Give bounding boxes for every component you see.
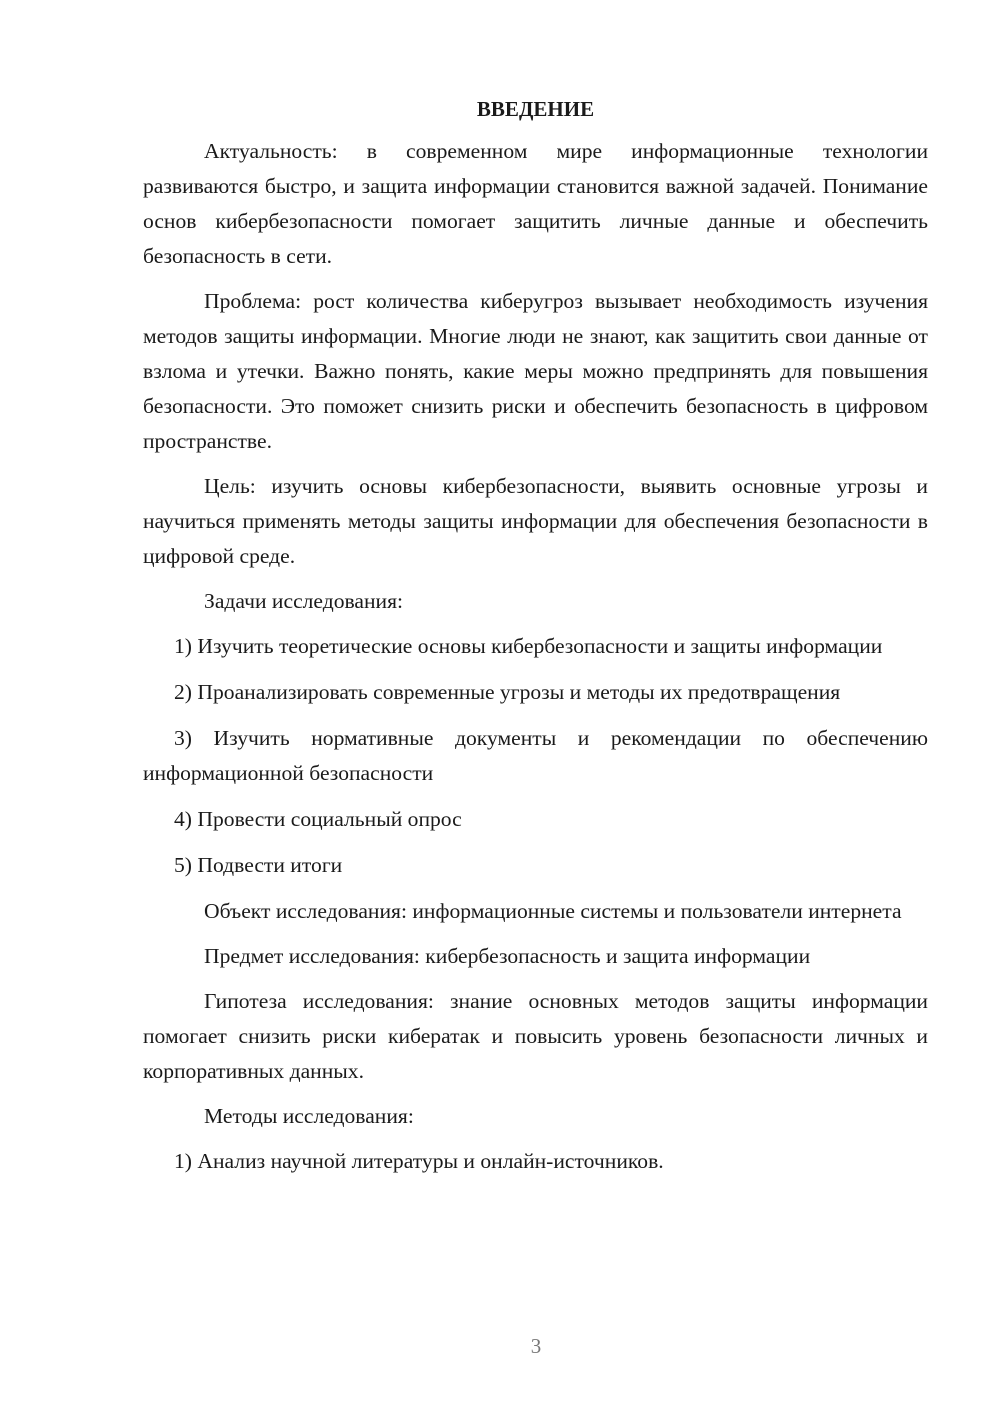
methods-heading: Методы исследования: (204, 1104, 414, 1128)
tasks-heading: Задачи исследования: (204, 589, 404, 613)
paragraph-problem: Проблема: рост количества киберугроз вызывает необходимость изучения методов защиты информации. Многие люди не знают, как защитить свои данные от взлома и утечки. Важно понять, какие меры можно предпринять для повышения безопасности. Это поможет снизить риски и обеспечить безопасность в цифровом пространстве. (143, 289, 928, 453)
task-item: 5) Подвести итоги (174, 853, 343, 877)
section-title: ВВЕДЕНИЕ (476, 97, 595, 121)
paragraph-hypothesis: Гипотеза исследования: знание основных методов защиты информации помогает снизить риски кибератак и повысить уровень безопасности личных и корпоративных данных. (143, 989, 928, 1083)
method-item: 1) Анализ научной литературы и онлайн-источников. (174, 1149, 664, 1173)
document-body (143, 92, 928, 1190)
page-number: 3 (530, 1334, 542, 1358)
task-item: 3) Изучить нормативные документы и рекомендации по обеспечению информационной безопасности (143, 726, 928, 785)
task-item: 1) Изучить теоретические основы кибербезопасности и защиты информации (174, 634, 883, 658)
paragraph-goal: Цель: изучить основы кибербезопасности, выявить основные угрозы и научиться применять методы защиты информации для обеспечения безопасности в цифровой среде. (143, 474, 928, 568)
paragraph-relevance: Актуальность: в современном мире информационные технологии развиваются быстро, и защита информации становится важной задачей. Понимание основ кибербезопасности помогает защитить личные данные и обеспечить безопасность в сети. (143, 139, 928, 268)
task-item: 2) Проанализировать современные угрозы и методы их предотвращения (174, 680, 841, 704)
paragraph-subject: Предмет исследования: кибербезопасность и защита информации (204, 944, 811, 968)
task-item: 4) Провести социальный опрос (174, 807, 462, 831)
paragraph-object: Объект исследования: информационные системы и пользователи интернета (204, 899, 902, 923)
